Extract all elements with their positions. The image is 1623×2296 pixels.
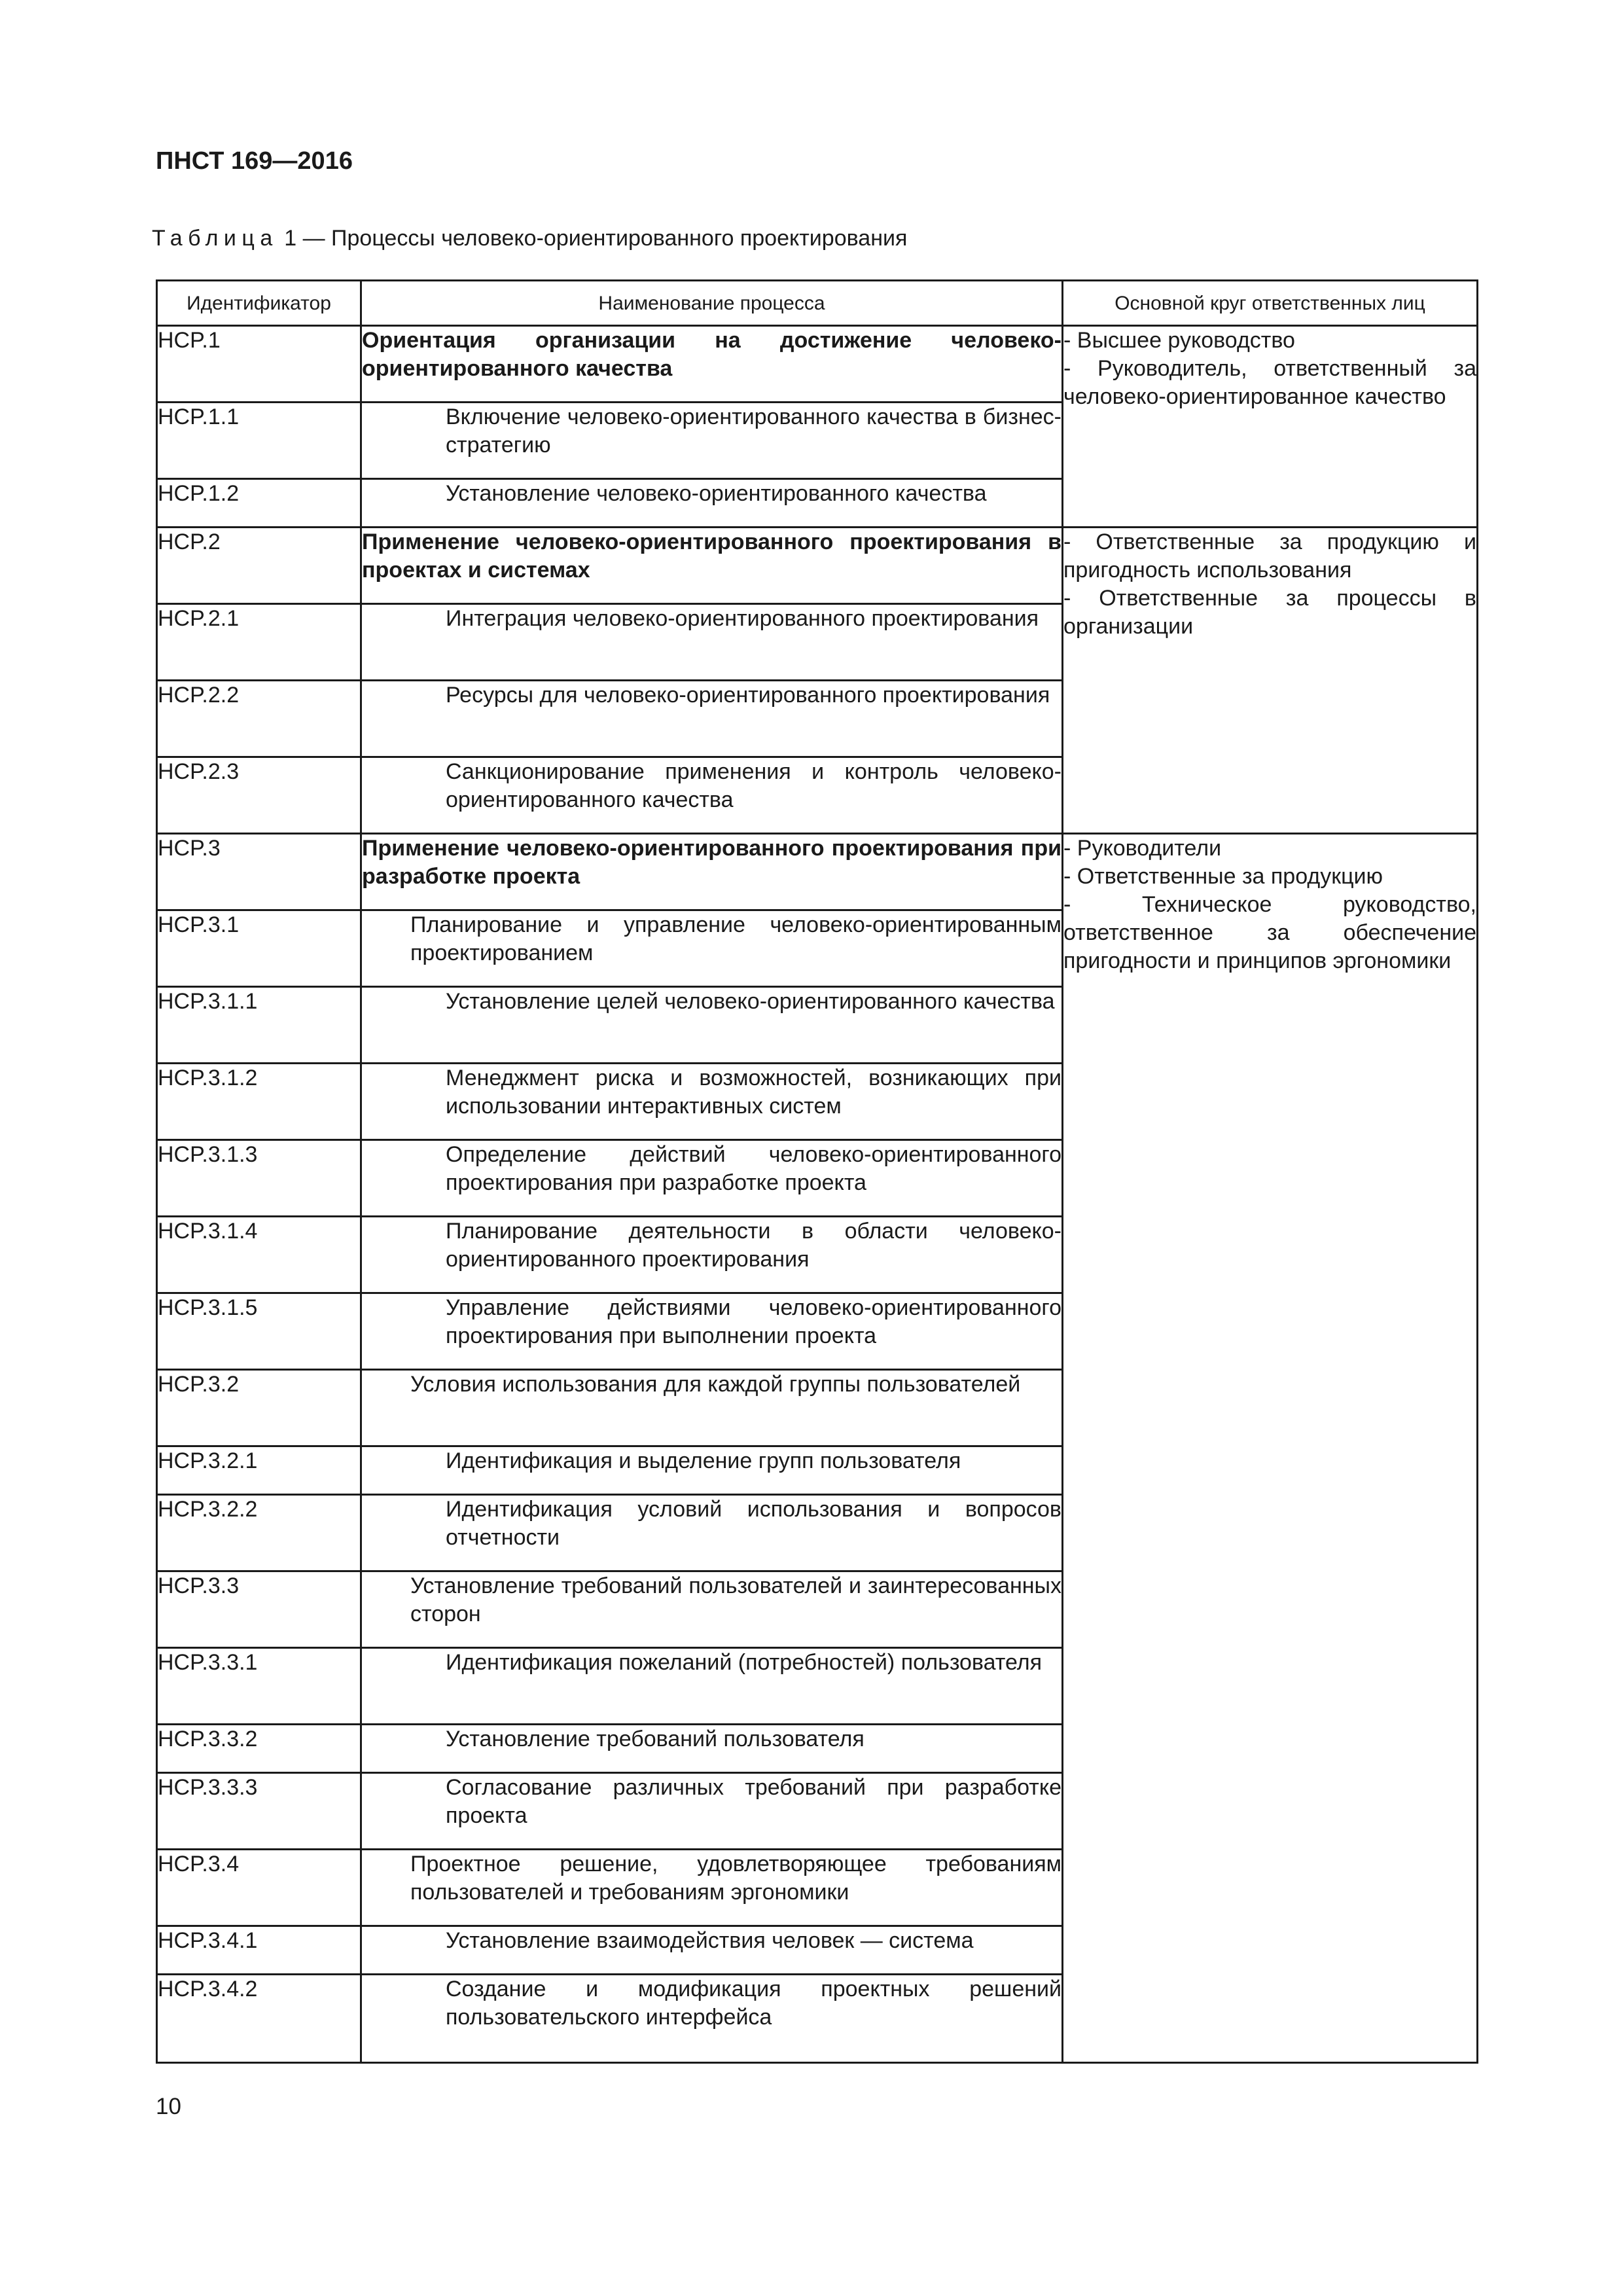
process-id: HCP.1.1 [157,403,361,479]
process-name: Установление требований пользователя [361,1725,1063,1773]
process-name: Проектное решение, удовлетворяющее требованиям пользователей и требованиям эргономики [361,1850,1063,1926]
process-id: HCP.3.3 [157,1571,361,1648]
process-id: HCP.2.2 [157,681,361,757]
process-id: HCP.3.1.1 [157,987,361,1064]
table-row [157,834,1478,910]
table-row [157,528,1478,604]
process-id: HCP.3.2.1 [157,1446,361,1495]
process-name: Установление человеко-ориентированного качества [361,479,1063,528]
process-name: Включение человеко-ориентированного качества в бизнес-стратегию [361,403,1063,479]
column-header-process-name: Наименование процесса [361,281,1063,326]
process-name: Управление действиями человеко-ориентированного проектирования при выполнении проекта [361,1293,1063,1370]
process-name: Условия использования для каждой группы пользователей [361,1370,1063,1446]
responsible-cell [1063,528,1478,834]
process-id: HCP.3.2 [157,1370,361,1446]
process-name: Определение действий человеко-ориентированного проектирования при разработке проекта [361,1140,1063,1217]
process-name: Менеджмент риска и возможностей, возникающих при использовании интерактивных систем [361,1064,1063,1140]
process-id: HCP.3.3.3 [157,1773,361,1850]
process-name: Ресурсы для человеко-ориентированного проектирования [361,681,1063,757]
document-code: ПНСТ 169—2016 [156,147,353,175]
process-name: Интеграция человеко-ориентированного проектирования [361,604,1063,681]
responsible-cell [1063,834,1478,2063]
process-id: HCP.3.4 [157,1850,361,1926]
page-number: 10 [156,2094,181,2119]
process-name: Установление целей человеко-ориентированного качества [361,987,1063,1064]
responsible-cell [1063,326,1478,528]
responsible-item: - Техническое руководство, ответственное за обеспечение пригодности и принципов эргономики [1063,892,1476,973]
process-id: HCP.2.1 [157,604,361,681]
column-header-responsible: Основной круг ответственных лиц [1063,281,1478,326]
process-name: Планирование и управление человеко-ориентированным проектированием [361,910,1063,987]
process-id: HCP.3.4.1 [157,1926,361,1975]
process-id: HCP.3.1.3 [157,1140,361,1217]
table-header-row [157,281,1478,326]
column-header-identifier: Идентификатор [157,281,361,326]
process-name: Идентификация условий использования и вопросов отчетности [361,1495,1063,1571]
responsible-item: - Ответственные за продукцию [1063,864,1383,889]
process-id: HCP.1 [157,326,361,403]
process-name: Санкционирование применения и контроль человеко-ориентированного качества [361,757,1063,834]
responsible-item: - Ответственные за процессы в организации [1063,586,1476,639]
process-id: HCP.3 [157,834,361,910]
process-id: HCP.1.2 [157,479,361,528]
process-name: Идентификация пожеланий (потребностей) пользователя [361,1648,1063,1725]
process-name: Согласование различных требований при разработке проекта [361,1773,1063,1850]
table-caption-label: Таблица [152,226,278,251]
table-caption-title: 1 — Процессы человеко-ориентированного проектирования [277,226,908,251]
process-name: Применение человеко-ориентированного проектирования в проектах и системах [361,528,1063,604]
process-id: HCP.3.2.2 [157,1495,361,1571]
process-id: HCP.2.3 [157,757,361,834]
process-id: HCP.3.4.2 [157,1975,361,2063]
process-id: HCP.3.1 [157,910,361,987]
responsible-item: - Высшее руководство [1063,328,1295,353]
process-name: Установление взаимодействия человек — система [361,1926,1063,1975]
responsible-item: - Руководители [1063,836,1222,861]
table-row [157,326,1478,403]
processes-table [156,279,1478,2064]
process-name: Ориентация организации на достижение человеко-ориентированного качества [361,326,1063,403]
process-id: HCP.3.1.5 [157,1293,361,1370]
process-name: Планирование деятельности в области человеко-ориентированного проектирования [361,1217,1063,1293]
process-name: Установление требований пользователей и заинтересованных сторон [361,1571,1063,1648]
process-id: HCP.3.1.2 [157,1064,361,1140]
responsible-item: - Руководитель, ответственный за человеко-ориентированное качество [1063,356,1476,409]
process-name: Создание и модификация проектных решений пользовательского интерфейса [361,1975,1063,2063]
process-name: Идентификация и выделение групп пользователя [361,1446,1063,1495]
responsible-item: - Ответственные за продукцию и пригодность использования [1063,529,1476,583]
process-name: Применение человеко-ориентированного проектирования при разработке проекта [361,834,1063,910]
table-caption [152,225,907,252]
process-id: HCP.3.1.4 [157,1217,361,1293]
process-id: HCP.3.3.1 [157,1648,361,1725]
process-id: HCP.3.3.2 [157,1725,361,1773]
process-id: HCP.2 [157,528,361,604]
